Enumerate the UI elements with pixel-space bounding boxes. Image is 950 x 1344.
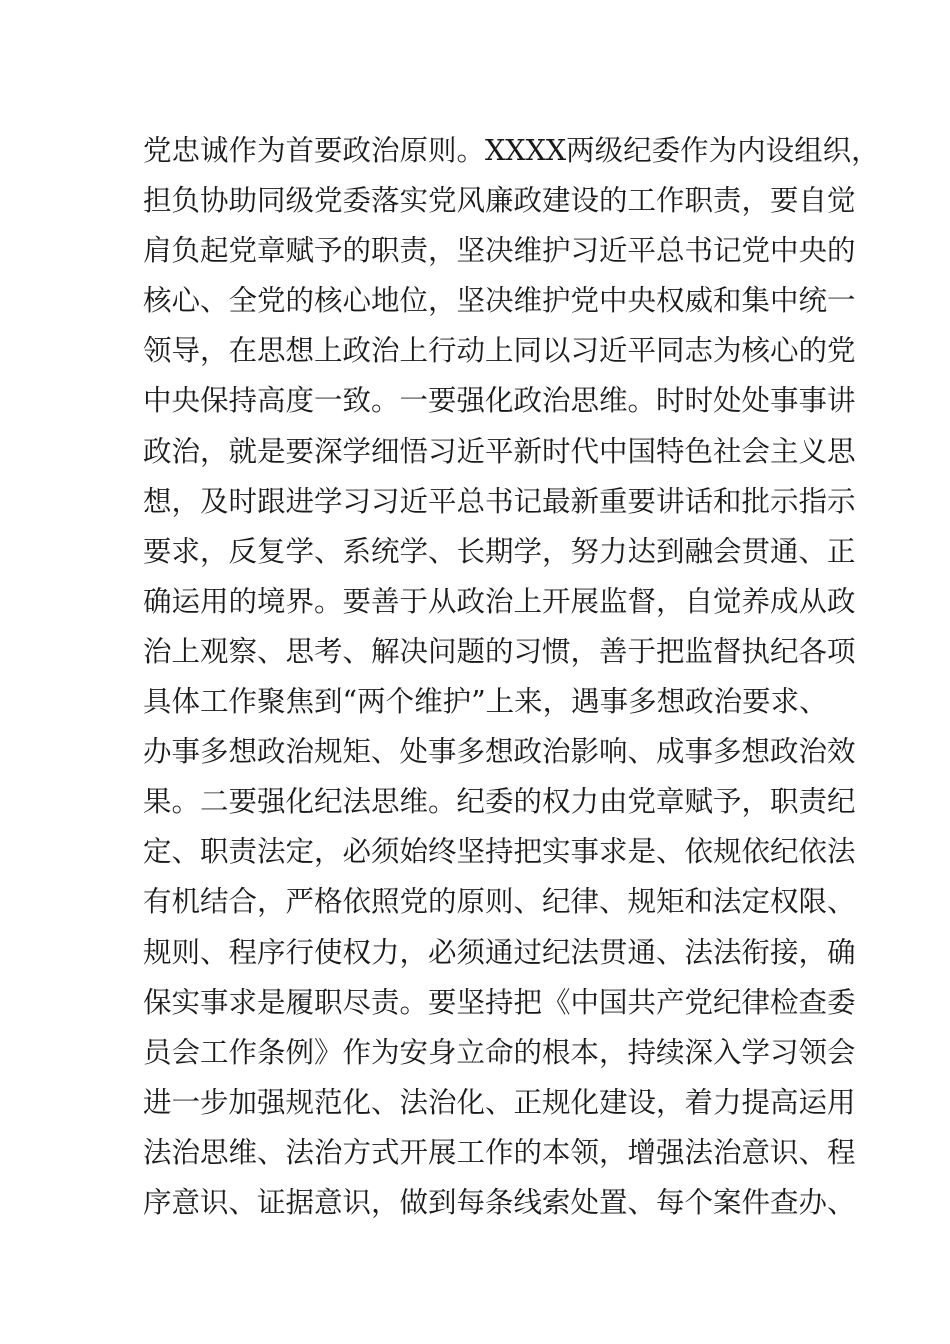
- text-line: 肩负起党章赋予的职责，坚决维护习近平总书记党中央的: [143, 234, 856, 268]
- text-line: 核心、全党的核心地位，坚决维护党中央权威和集中统一: [143, 284, 856, 318]
- text-line: 定、职责法定，必须始终坚持把实事求是、依规依纪依法: [143, 835, 856, 869]
- text-line: 要求，反复学、系统学、长期学，努力达到融会贯通、正: [143, 534, 856, 568]
- text-line: 具体工作聚焦到“两个维护”上来，遇事多想政治要求、: [143, 685, 828, 719]
- text-line: 保实事求是履职尽责。要坚持把《中国共产党纪律检查委: [143, 985, 856, 1019]
- text-line: 有机结合，严格依照党的原则、纪律、规矩和法定权限、: [143, 885, 856, 919]
- text-line: 中央保持高度一致。一要强化政治思维。时时处处事事讲: [143, 384, 856, 418]
- text-line: 法治思维、法治方式开展工作的本领，增强法治意识、程: [143, 1135, 856, 1169]
- text-line: 治上观察、思考、解决问题的习惯，善于把监督执纪各项: [143, 634, 856, 668]
- text-line: 进一步加强规范化、法治化、正规化建设，着力提高运用: [143, 1085, 856, 1119]
- text-line: 办事多想政治规矩、处事多想政治影响、成事多想政治效: [143, 735, 856, 769]
- text-line: 领导，在思想上政治上行动上同以习近平同志为核心的党: [143, 334, 856, 368]
- text-line: 员会工作条例》作为安身立命的根本，持续深入学习领会: [143, 1035, 856, 1069]
- text-line: 政治，就是要深学细悟习近平新时代中国特色社会主义思: [143, 434, 856, 468]
- text-line: 担负协助同级党委落实党风廉政建设的工作职责，要自觉: [143, 184, 856, 218]
- text-line: 想，及时跟进学习习近平总书记最新重要讲话和批示指示: [143, 484, 856, 518]
- text-line: 党忠诚作为首要政治原则。XXXX两级纪委作为内设组织，: [143, 134, 880, 167]
- text-line: 规则、程序行使权力，必须通过纪法贯通、法法衔接，确: [143, 935, 856, 969]
- text-line: 序意识、证据意识，做到每条线索处置、每个案件查办、: [143, 1185, 856, 1219]
- text-line: 果。二要强化纪法思维。纪委的权力由党章赋予，职责纪: [143, 785, 856, 819]
- body-text: [143, 126, 880, 1228]
- text-line: 确运用的境界。要善于从政治上开展监督，自觉养成从政: [143, 584, 856, 618]
